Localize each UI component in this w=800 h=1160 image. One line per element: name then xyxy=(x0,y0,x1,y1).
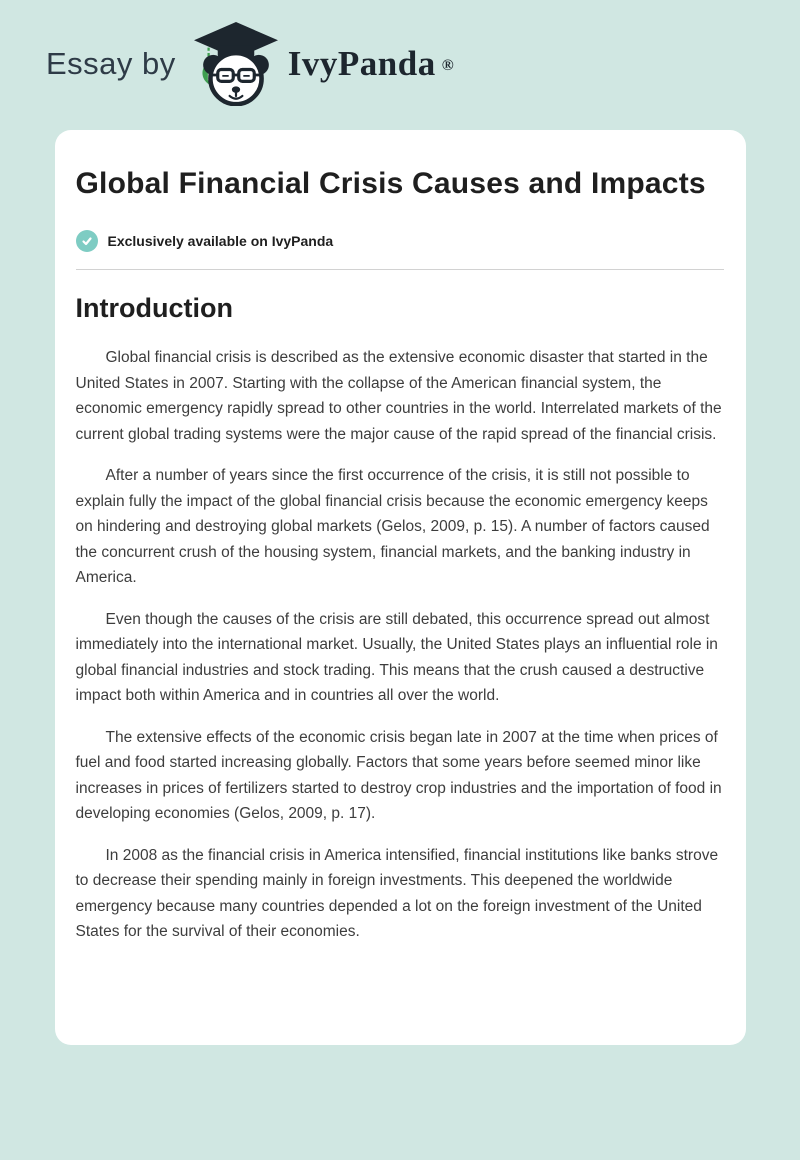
essay-paragraph-4: The extensive effects of the economic crisis began late in 2007 at the time when prices of fuel and food started increasing globally. Factors that some years before seemed minor like increases in prices of fertilizers started to destroy crop industries and the importation of food in developing economies (Gelos, 2009, p. 17). xyxy=(75,728,722,822)
registered-mark: ® xyxy=(441,57,454,74)
badge-label: Exclusively available on IvyPanda xyxy=(107,233,334,249)
page-title: Global Financial Crisis Causes and Impacts xyxy=(75,167,706,200)
essay-paragraph-2: After a number of years since the first occurrence of the crisis, it is still not possible to explain fully the impact of the global financial crisis because the economic emergency keeps on hindering and destroying global markets (Gelos, 2009, p. 15). A number of factors caused the concurrent crush of the housing system, financial markets, and the banking industry in America. xyxy=(75,467,710,586)
brand-name: IvyPanda xyxy=(287,44,436,83)
essay-paragraph-3: Even though the causes of the crisis are still debated, this occurrence spread out almost immediately into the international market. Usually, the United States plays an influential role in global financial industries and stock trading. This means that the crush caused a destructive impact both within America and in countries all over the world. xyxy=(75,610,718,704)
ivypanda-logo[interactable] xyxy=(190,22,454,106)
check-icon xyxy=(76,230,98,252)
divider xyxy=(76,269,724,270)
availability-badge xyxy=(76,230,724,252)
essay-paragraph-1: Global financial crisis is described as the extensive economic disaster that started in the United States in 2007. Starting with the collapse of the American financial system, the economic emergency rapidly spread to other countries in the world. Interrelated markets of the current global trading systems were the major cause of the rapid spread of the financial crisis. xyxy=(75,349,722,443)
section-heading: Introduction xyxy=(75,293,233,323)
panda-logo-icon xyxy=(190,22,282,106)
essay-card xyxy=(55,130,746,1045)
essay-by-label: Essay by xyxy=(46,46,176,81)
essay-paragraph-5: In 2008 as the financial crisis in America intensified, financial institutions like banks strove to decrease their spending mainly in foreign investments. This deepened the worldwide emergency because many countries depended a lot on the foreign investment of the United States for the survival of their economies. xyxy=(75,846,719,940)
site-header xyxy=(0,0,800,128)
